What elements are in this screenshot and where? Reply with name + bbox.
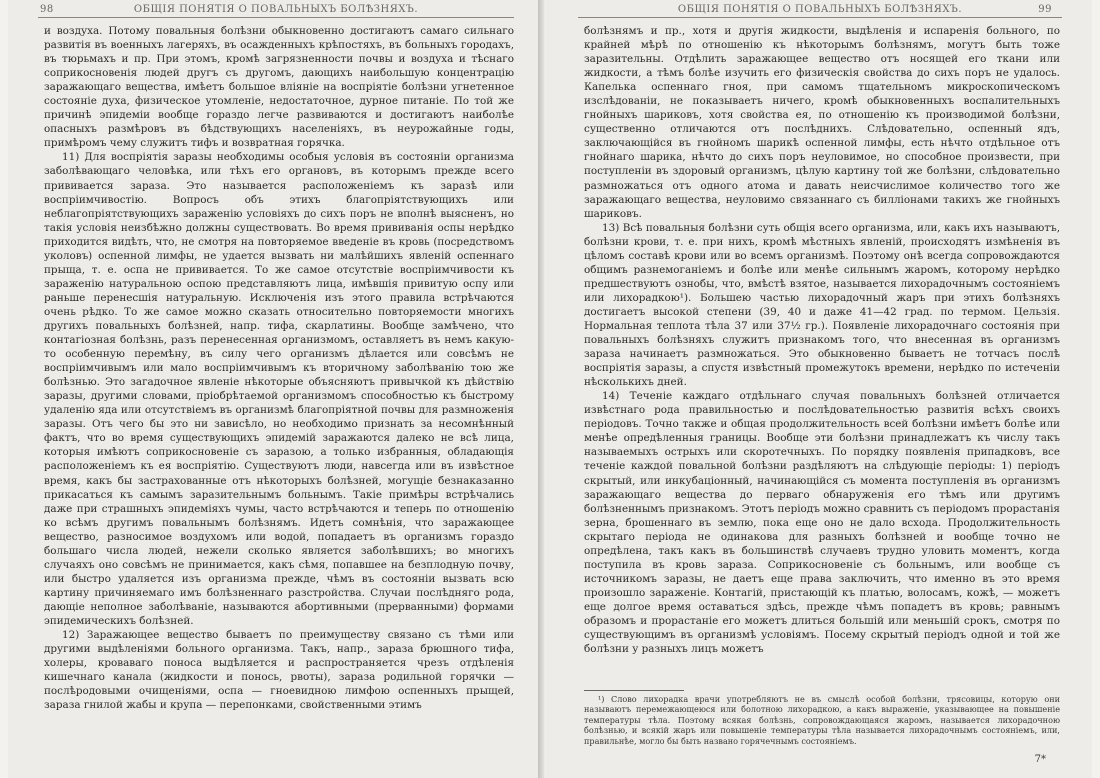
running-head-title-right: ОБЩІЯ ПОНЯТІЯ О ПОВАЛЬНЫХЪ БОЛѢЗНЯХЪ. xyxy=(677,4,963,15)
paragraph-11: 11) Для воспріятія заразы необходимы особыя условія въ состояніи организма заболѣвающаго человѣка, или тѣхъ его органовъ, въ которымъ прежде всего прививается зараза. Это называется расположеніемъ къ заразѣ или воспріимчивостію. Вопросъ объ этихъ благопріятствующихъ или неблагопріятствующихъ зараженію условіяхъ до сихъ поръ не вполнѣ выясненъ, но такія условія неизбѣжно должны существовать. Во время прививанія оспы нерѣдко приходится видѣть, что, не смотря на повторяемое введеніе въ кровь (посредствомъ уколовъ) оспенной лимфы, не удается вызвать ни малѣйшихъ явленій оспеннаго прыща, т. е. оспа не прививается. То же самое отсутствіе воспріимчивости къ зараженію натуральною оспою представляютъ лица, имѣвшія привитую оспу или раньше перенесшія натуральную. Исключенія изъ этого правила встрѣчаются очень рѣдко. То же самое можно сказать относительно повторяемости многихъ другихъ повальныхъ болѣзней, напр. тифа, скарлатины. Вообще замѣчено, что контагіозная болѣзнь, разъ перенесенная организмомъ, оставляетъ въ немъ какую-то особенную перемѣну, въ силу чего организмъ дѣлается или совсѣмъ не воспріимчивымъ или мало воспріимчивымъ къ вторичному заболѣванію тою же болѣзнью. Это загадочное явленіе нѣкоторые объясняютъ привычкой къ дѣйствію заразы, другими словами, пріобрѣтаемой организмомъ способностью къ быстрому удаленію яда или отсутствіемъ въ организмѣ благопріятной почвы для размноженія заразы. Отъ чего бы это ни зависѣло, но необходимо признать за несомнѣнный фактъ, что во время существующихъ эпидемій заражаются далеко не всѣ лица, которыя имѣютъ соприкосновеніе съ заразою, а только избранныя, обладающія расположеніемъ къ ея воспріятію. Существуютъ люди, навсегда или въ извѣстное время, какъ бы застрахованные отъ нѣкоторыхъ болѣзней, могущіе безнаказанно прикасаться къ самымъ заразительнымъ больнымъ. Такіе примѣры встрѣчались даже при страшныхъ эпидеміяхъ чумы, часто встрѣчаются и теперь по отношенію ко всѣмъ другимъ повальнымъ болѣзнямъ. Идетъ сомнѣнія, что заражающее вещество, разносимое воздухомъ или водой, попадаетъ въ организмъ гораздо большаго числа людей, нежели сколько является заболѣвшихъ; во многихъ случаяхъ оно совсѣмъ не принимается, какъ сѣмя, попавшее на безплодную почву, или быстро удаляется изъ организма прежде, чѣмъ въ состояніи вызвать всю картину причиняемаго имъ болѣзненнаго разстройства. Случаи послѣдняго рода, дающіе неполное заболѣваніе, называются абортивными (прерванными) формами эпидемическихъ болѣзней. xyxy=(44,151,514,627)
running-head-left xyxy=(8,2,544,18)
body-text-left xyxy=(44,24,514,712)
left-page xyxy=(8,0,544,778)
body-text-right xyxy=(584,24,1060,656)
running-head-title-left: ОБЩІЯ ПОНЯТІЯ О ПОВАЛЬНЫХЪ БОЛѢЗНЯХЪ. xyxy=(133,4,419,15)
paragraph-13: 13) Всѣ повальныя болѣзни суть общія всего организма, или, какъ ихъ называютъ, болѣзни крови, т. е. при нихъ, кромѣ мѣстныхъ явленій, происходятъ измѣненія въ цѣломъ составѣ крови или во всемъ организмѣ. Поэтому онѣ всегда сопровождаются общимъ разнемоганіемъ и болѣе или менѣе сильнымъ жаромъ, которому нерѣдко предшествуютъ ознобы, что, вмѣстѣ взятое, называется лихорадочнымъ состояніемъ или лихорадкою¹). Большею частью лихорадочный жаръ при этихъ болѣзняхъ достигаетъ высокой степени (39, 40 и даже 41—42 град. по термом. Цельзія. Нормальная теплота тѣла 37 или 37½ гр.). Появленіе лихорадочнаго состоянія при повальныхъ болѣзняхъ служитъ признакомъ того, что внесенная въ организмъ зараза начинаетъ размножаться. Это обыкновенно бываетъ не тотчасъ послѣ воспріятія заразы, а спустя извѣстный промежутокъ времени, нерѣдко по истеченіи нѣсколькихъ дней. xyxy=(584,221,1060,389)
paragraph-continuation-right: болѣзнямъ и пр., хотя и другія жидкости, выдѣленія и испаренія больного, по крайней мѣрѣ по отношенію къ нѣкоторымъ болѣзнямъ, могутъ быть тоже заразительны. Отдѣлить заражающее вещество отъ носящей его ткани или жидкости, а тѣмъ болѣе изучить его физическія свойства до сихъ поръ не удалось. Капелька оспеннаго гноя, при самомъ тщательномъ микроскопическомъ изслѣдованіи, не показываетъ ничего, кромѣ обыкновенныхъ воспалительныхъ гнойныхъ шариковъ, хотя свойства ея, по отношенію къ производимой болѣзни, существенно отличаются отъ послѣднихъ. Слѣдовательно, оспенный ядъ, заключающійся въ гнойномъ шарикѣ оспенной лимфы, есть нѣчто отдѣльное отъ гнойнаго шарика, нѣчто до сихъ поръ неуловимое, но способное произвести, при поступленіи въ здоровый организмъ, цѣлую картину той же болѣзни, слѣдовательно размножаться отъ одного атома и давать неисчислимое количество того же заражающаго вещества, неуловимо связаннаго съ биллiонами такихъ же гнойныхъ шариковъ. xyxy=(584,25,1060,220)
header-rule-right xyxy=(578,17,1062,18)
paragraph-14: 14) Теченіе каждаго отдѣльнаго случая повальныхъ болѣзней отличается извѣстнаго рода правильностью и послѣдовательностью развитія всѣхъ своихъ періодовъ. Точно также и общая продолжительность всей болѣзни имѣетъ болѣе или менѣе опредѣленныя границы. Вообще эти болѣзни принадлежатъ къ числу такъ называемыхъ острыхъ или скоротечныхъ. По порядку появленія припадковъ, все теченіе каждой повальной болѣзни раздѣляютъ на слѣдующіе періоды: 1) періодъ скрытый, или инкубаціонный, начинающійся съ момента поступленія въ организмъ заражающаго вещества до перваго обнаруженія его тѣмъ или другимъ болѣзненнымъ признакомъ. Этотъ періодъ можно сравнить съ періодомъ прорастанія зерна, брошеннаго въ землю, пока еще оно не дало всхода. Продолжительность скрытаго періода не одинакова для разныхъ болѣзней и вообще точно не опредѣлена, такъ какъ въ большинствѣ случаевъ трудно уловить моментъ, когда поступила въ кровь зараза. Соприкосновеніе съ больнымъ, или вообще съ источникомъ заразы, не даетъ еще права заключить, что именно въ это время произошло зараженіе. Контагій, пристающій къ платью, волосамъ, кожѣ, — можетъ еще долгое время оставаться здѣсь, прежде чѣмъ попадетъ въ кровь; равнымъ образомъ и прорастаніе его можетъ длиться большій или меньшій срокъ, смотря по существующимъ въ организмѣ условіямъ. Посему скрытый періодъ одной и той же болѣзни у разныхъ лицъ можетъ xyxy=(584,390,1060,656)
footnote-text: ¹) Слово лихорадка врачи употребляютъ не въ смыслѣ особой болѣзни, трясовицы, которую они называютъ перемежающеюся или болотною лихорадкою, а какъ выраженіе, указывающее на повышеніе температуры тѣла. Поэтому всякая болѣзнь, сопровождающаяся жаромъ, называется лихорадочною болѣзнью, и всякій жаръ или повышеніе температуры тѣла называется лихорадочнымъ состояніемъ, или, правильнѣе, могло бы быть названо горячечнымъ состояніемъ. xyxy=(584,694,1060,746)
running-head-right xyxy=(548,2,1092,18)
footnote-rule xyxy=(584,690,684,691)
paragraph-continuation-left: и воздуха. Потому повальныя болѣзни обыкновенно достигаютъ самаго сильнаго развитія въ военныхъ лагеряхъ, въ осажденныхъ крѣпостяхъ, въ больныхъ городахъ, въ тюрьмахъ и пр. При этомъ, кромѣ загрязненности почвы и воздуха и тѣснаго соприкосновенія людей другъ съ другомъ, дающихъ наибольшую концентрацію заражающаго вещества, имѣетъ большое вліяніе на воспріятіе болѣзни угнетенное состояніе духа, физическое утомленіе, недостаточное, дурное питаніе. По той же причинѣ эпидеміи вообще гораздо легче развиваются и достигаютъ наиболѣе опасныхъ размѣровъ въ бѣдствующихъ населеніяхъ, въ неурожайные годы, примѣромъ чему служитъ тифъ и возвратная горячка. xyxy=(44,25,514,150)
paragraph-12: 12) Заражающее вещество бываетъ по преимуществу связано съ тѣми или другими выдѣленіями больного организма. Такъ, напр., зараза брюшного тифа, холеры, кроваваго поноса выдѣляется и распространяется чрезъ отдѣленія кишечнаго канала (жидкости и понось, рвоты), зараза родильной горячки — послѣродовыми очищеніями, оспа — гноевидною лимфою оспенныхъ прыщей, зараза гнилой жабы и крупа — перепонками, свойственными этимъ xyxy=(44,629,514,712)
page-number-right: 99 xyxy=(1038,4,1052,15)
header-rule-left xyxy=(38,17,514,18)
signature-mark: 7* xyxy=(1034,754,1046,765)
right-page xyxy=(548,0,1092,778)
page-number-left: 98 xyxy=(40,4,54,15)
footnote xyxy=(584,694,1060,746)
